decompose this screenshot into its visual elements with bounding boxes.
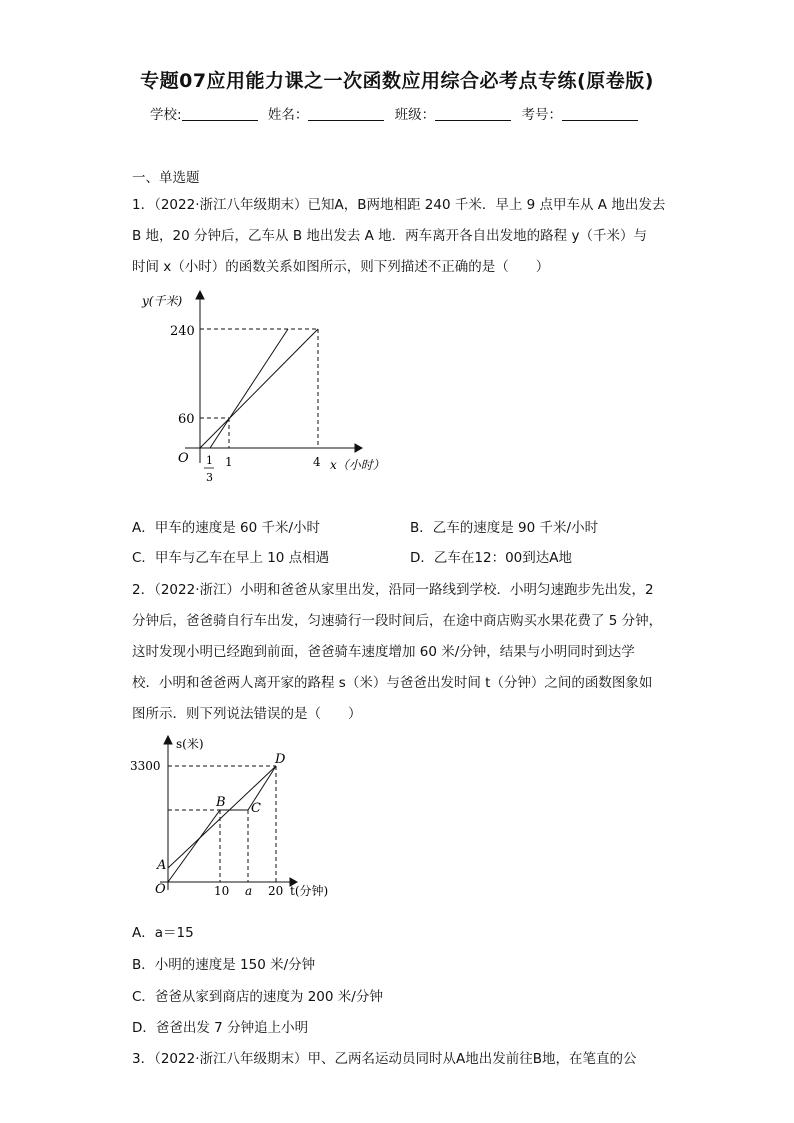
q1-x-arrow bbox=[355, 444, 362, 452]
q2-x-tick-20: 20 bbox=[268, 884, 284, 898]
q1-option-c[interactable]: C．甲车与乙车在早上 10 点相遇 bbox=[132, 550, 330, 566]
q2-line-3: 这时发现小明已经跑到前面，爸爸骑车速度增加 60 米/分钟，结果与小明同时到达学 bbox=[132, 644, 635, 660]
q3-line-1: 3．（2022·浙江八年级期末）甲、乙两名运动员同时从A地出发前往B地，在笔直的公 bbox=[132, 1051, 637, 1067]
q1-line-3: 时间 x（小时）的函数关系如图所示，则下列描述不正确的是（ ） bbox=[132, 259, 550, 275]
q1-option-d[interactable]: D．乙车在12：00到达A地 bbox=[410, 550, 572, 566]
q2-point-c: C bbox=[251, 801, 261, 816]
q2-option-b[interactable]: B．小明的速度是 150 米/分钟 bbox=[132, 957, 316, 973]
class-blank[interactable] bbox=[435, 106, 511, 121]
q2-line-2: 分钟后，爸爸骑自行车出发，匀速骑行一段时间后，在途中商店购买水果花费了 5 分钟， bbox=[132, 613, 663, 629]
q2-point-b: B bbox=[216, 795, 226, 810]
q1-x-axis-label: x（小时） bbox=[330, 458, 385, 472]
q2-x-tick-10: 10 bbox=[214, 884, 230, 898]
q2-y-arrow bbox=[164, 736, 172, 744]
q1-y-tick-60: 60 bbox=[178, 412, 195, 427]
q1-origin: O bbox=[178, 451, 189, 466]
q2-line-4: 校．小明和爸爸两人离开家的路程 s（米）与爸爸出发时间 t（分钟）之间的函数图象如 bbox=[132, 675, 653, 691]
q1-line-jia bbox=[200, 329, 318, 448]
q1-line-yi bbox=[210, 329, 288, 448]
name-label: 姓名： bbox=[267, 107, 309, 123]
page-title: 专题07应用能力课之一次函数应用综合必考点专练(原卷版) bbox=[140, 70, 654, 92]
class-label: 班级： bbox=[394, 107, 436, 123]
q1-option-a[interactable]: A．甲车的速度是 60 千米/小时 bbox=[132, 520, 321, 536]
q2-point-o: O bbox=[155, 882, 166, 897]
q2-x-axis-label: t(分钟) bbox=[290, 884, 329, 898]
q2-option-c[interactable]: C．爸爸从家到商店的速度为 200 米/分钟 bbox=[132, 989, 383, 1005]
school-label: 学校: bbox=[150, 107, 182, 123]
q2-graph bbox=[130, 730, 360, 905]
q2-x-tick-a: a bbox=[245, 884, 253, 898]
q1-x-frac-num: 1 bbox=[206, 454, 213, 467]
q1-y-axis-label: y(千米) bbox=[142, 294, 183, 308]
section-heading: 一、单选题 bbox=[132, 170, 200, 186]
q2-option-a[interactable]: A．a＝15 bbox=[132, 925, 194, 941]
q1-option-b[interactable]: B．乙车的速度是 90 千米/小时 bbox=[410, 520, 599, 536]
q2-y-tick-3300: 3300 bbox=[130, 759, 161, 773]
q1-line-1: 1．（2022·浙江八年级期末）已知A，B两地相距 240 千米．早上 9 点甲车从 A 地出发去 bbox=[132, 197, 666, 213]
q2-y-axis-label: s(米) bbox=[176, 737, 204, 751]
q2-point-a: A bbox=[157, 858, 167, 873]
exam-no-label: 考号： bbox=[521, 107, 562, 123]
q2-line-father bbox=[168, 766, 276, 882]
school-blank[interactable] bbox=[182, 106, 258, 121]
q1-line-2: B 地，20 分钟后，乙车从 B 地出发去 A 地．两车离开各自出发地的路程 y（千米）与 bbox=[132, 228, 647, 244]
q2-line-xiaoming bbox=[168, 766, 276, 868]
q2-point-d: D bbox=[275, 752, 286, 767]
q1-x-tick-1: 1 bbox=[225, 455, 233, 469]
q1-x-tick-4: 4 bbox=[313, 455, 321, 469]
q1-y-arrow bbox=[196, 291, 204, 299]
exam-no-blank[interactable] bbox=[562, 106, 638, 121]
q2-line-5: 图所示．则下列说法错误的是（ ） bbox=[132, 706, 362, 722]
student-info-row bbox=[0, 103, 794, 123]
q2-option-d[interactable]: D．爸爸出发 7 分钟追上小明 bbox=[132, 1020, 309, 1036]
name-blank[interactable] bbox=[308, 106, 384, 121]
q1-graph bbox=[130, 285, 400, 490]
q1-y-tick-240: 240 bbox=[170, 324, 195, 339]
q2-line-1: 2．（2022·浙江）小明和爸爸从家里出发，沿同一路线到学校．小明匀速跑步先出发，2 bbox=[132, 582, 654, 598]
q1-x-frac-den: 3 bbox=[206, 471, 213, 484]
